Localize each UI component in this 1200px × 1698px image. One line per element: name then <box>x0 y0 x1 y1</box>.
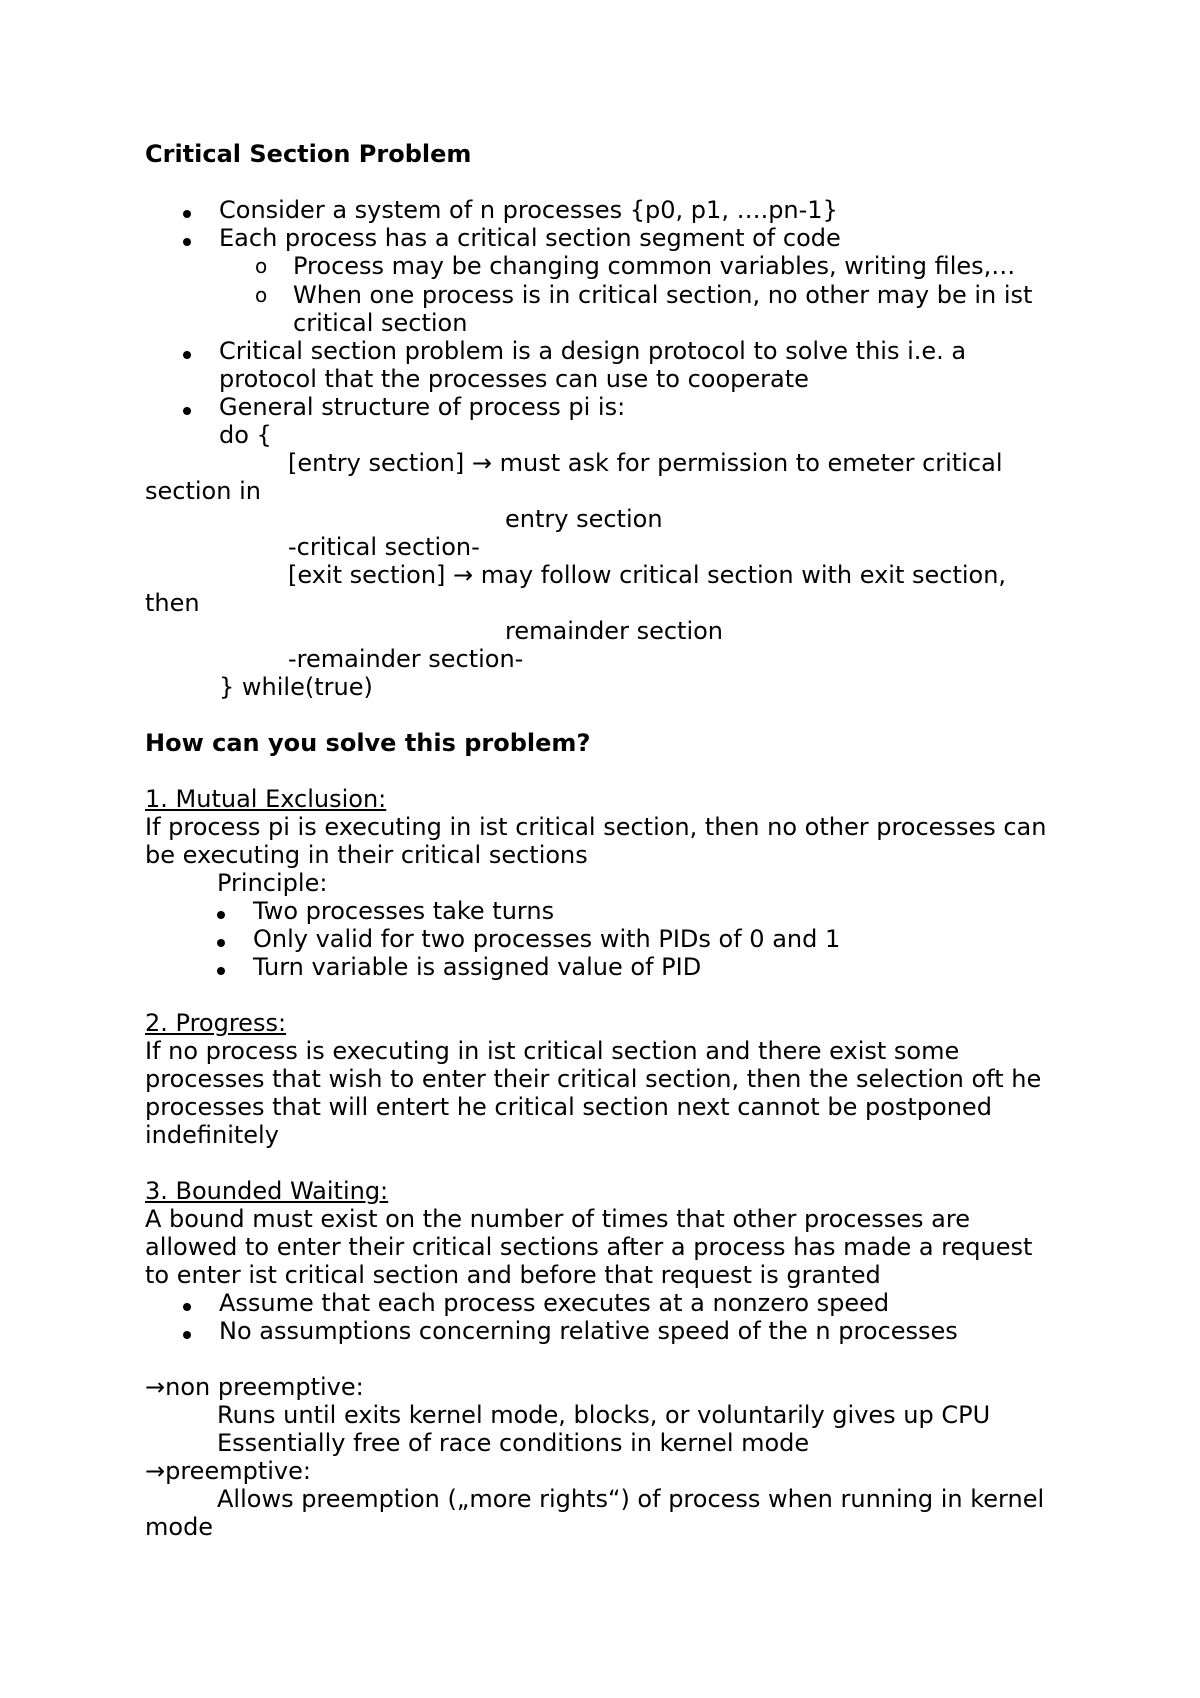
bullet-icon <box>183 337 191 365</box>
progress-text-3: processes that will entert he critical section next cannot be postponed <box>145 1093 992 1121</box>
preemptive-text-1: Allows preemption („more rights“) of process when running in kernel <box>217 1485 1045 1513</box>
circle-bullet-icon: o <box>255 254 268 278</box>
progress-text-1: If no process is executing in ist critical section and there exist some <box>145 1037 960 1065</box>
intro-bullet-3: Critical section problem is a design protocol to solve this i.e. a <box>219 337 967 365</box>
bounded-text-2: allowed to enter their critical sections after a process has made a request <box>145 1233 1033 1261</box>
intro-bullet-4: General structure of process pi is: <box>219 393 626 421</box>
preemptive-text-2: mode <box>145 1513 214 1541</box>
code-do: do { <box>219 421 272 449</box>
progress-text-4: indefinitely <box>145 1121 279 1149</box>
mutex-text-2: be executing in their critical sections <box>145 841 588 869</box>
intro-sub-bullet-1: Process may be changing common variables, writing files,… <box>293 252 1016 280</box>
doc-title: Critical Section Problem <box>145 140 472 168</box>
preemptive-label: →preemptive: <box>145 1457 311 1485</box>
bullet-icon <box>183 1317 191 1345</box>
code-critical: -critical section- <box>288 533 480 561</box>
nonpreemptive-text-1: Runs until exits kernel mode, blocks, or voluntarily gives up CPU <box>217 1401 991 1429</box>
bullet-icon <box>183 224 191 252</box>
code-remainder: -remainder section- <box>288 645 524 673</box>
code-exit: [exit section] → may follow critical section with exit section, <box>288 561 1007 589</box>
bounded-text-1: A bound must exist on the number of times that other processes are <box>145 1205 970 1233</box>
intro-sub-bullet-2: When one process is in critical section, no other may be in ist <box>293 281 1033 309</box>
bullet-icon <box>217 897 225 925</box>
nonpreemptive-text-2: Essentially free of race conditions in kernel mode <box>217 1429 810 1457</box>
mutex-principle-3: Turn variable is assigned value of PID <box>253 953 702 981</box>
nonpreemptive-label: →non preemptive: <box>145 1373 364 1401</box>
bullet-icon <box>183 196 191 224</box>
mutex-text-1: If process pi is executing in ist critical section, then no other processes can <box>145 813 1047 841</box>
bounded-text-3: to enter ist critical section and before that request is granted <box>145 1261 881 1289</box>
intro-sub-bullet-2-cont: critical section <box>293 309 468 337</box>
code-while: } while(true) <box>219 673 373 701</box>
code-remainder-label: remainder section <box>505 617 724 645</box>
mutex-principle: Principle: <box>217 869 328 897</box>
progress-heading: 2. Progress: <box>145 1009 287 1037</box>
bullet-icon <box>183 1289 191 1317</box>
mutex-heading: 1. Mutual Exclusion: <box>145 785 387 813</box>
intro-bullet-3-cont: protocol that the processes can use to cooperate <box>219 365 809 393</box>
circle-bullet-icon: o <box>255 283 268 307</box>
bounded-bullet-2: No assumptions concerning relative speed of the n processes <box>219 1317 958 1345</box>
mutex-principle-1: Two processes take turns <box>253 897 555 925</box>
intro-bullet-1: Consider a system of n processes {p0, p1, ….pn-1} <box>219 196 838 224</box>
progress-text-2: processes that wish to enter their critical section, then the selection oft he <box>145 1065 1042 1093</box>
bullet-icon <box>217 953 225 981</box>
code-entry: [entry section] → must ask for permission to emeter critical <box>288 449 1003 477</box>
bullet-icon <box>183 393 191 421</box>
solve-heading: How can you solve this problem? <box>145 729 591 757</box>
code-entry-label: entry section <box>505 505 663 533</box>
bounded-bullet-1: Assume that each process executes at a nonzero speed <box>219 1289 890 1317</box>
mutex-principle-2: Only valid for two processes with PIDs of 0 and 1 <box>253 925 841 953</box>
code-exit-wrap: then <box>145 589 200 617</box>
intro-bullet-2: Each process has a critical section segment of code <box>219 224 841 252</box>
bounded-heading: 3. Bounded Waiting: <box>145 1177 389 1205</box>
code-entry-wrap: section in <box>145 477 261 505</box>
bullet-icon <box>217 925 225 953</box>
